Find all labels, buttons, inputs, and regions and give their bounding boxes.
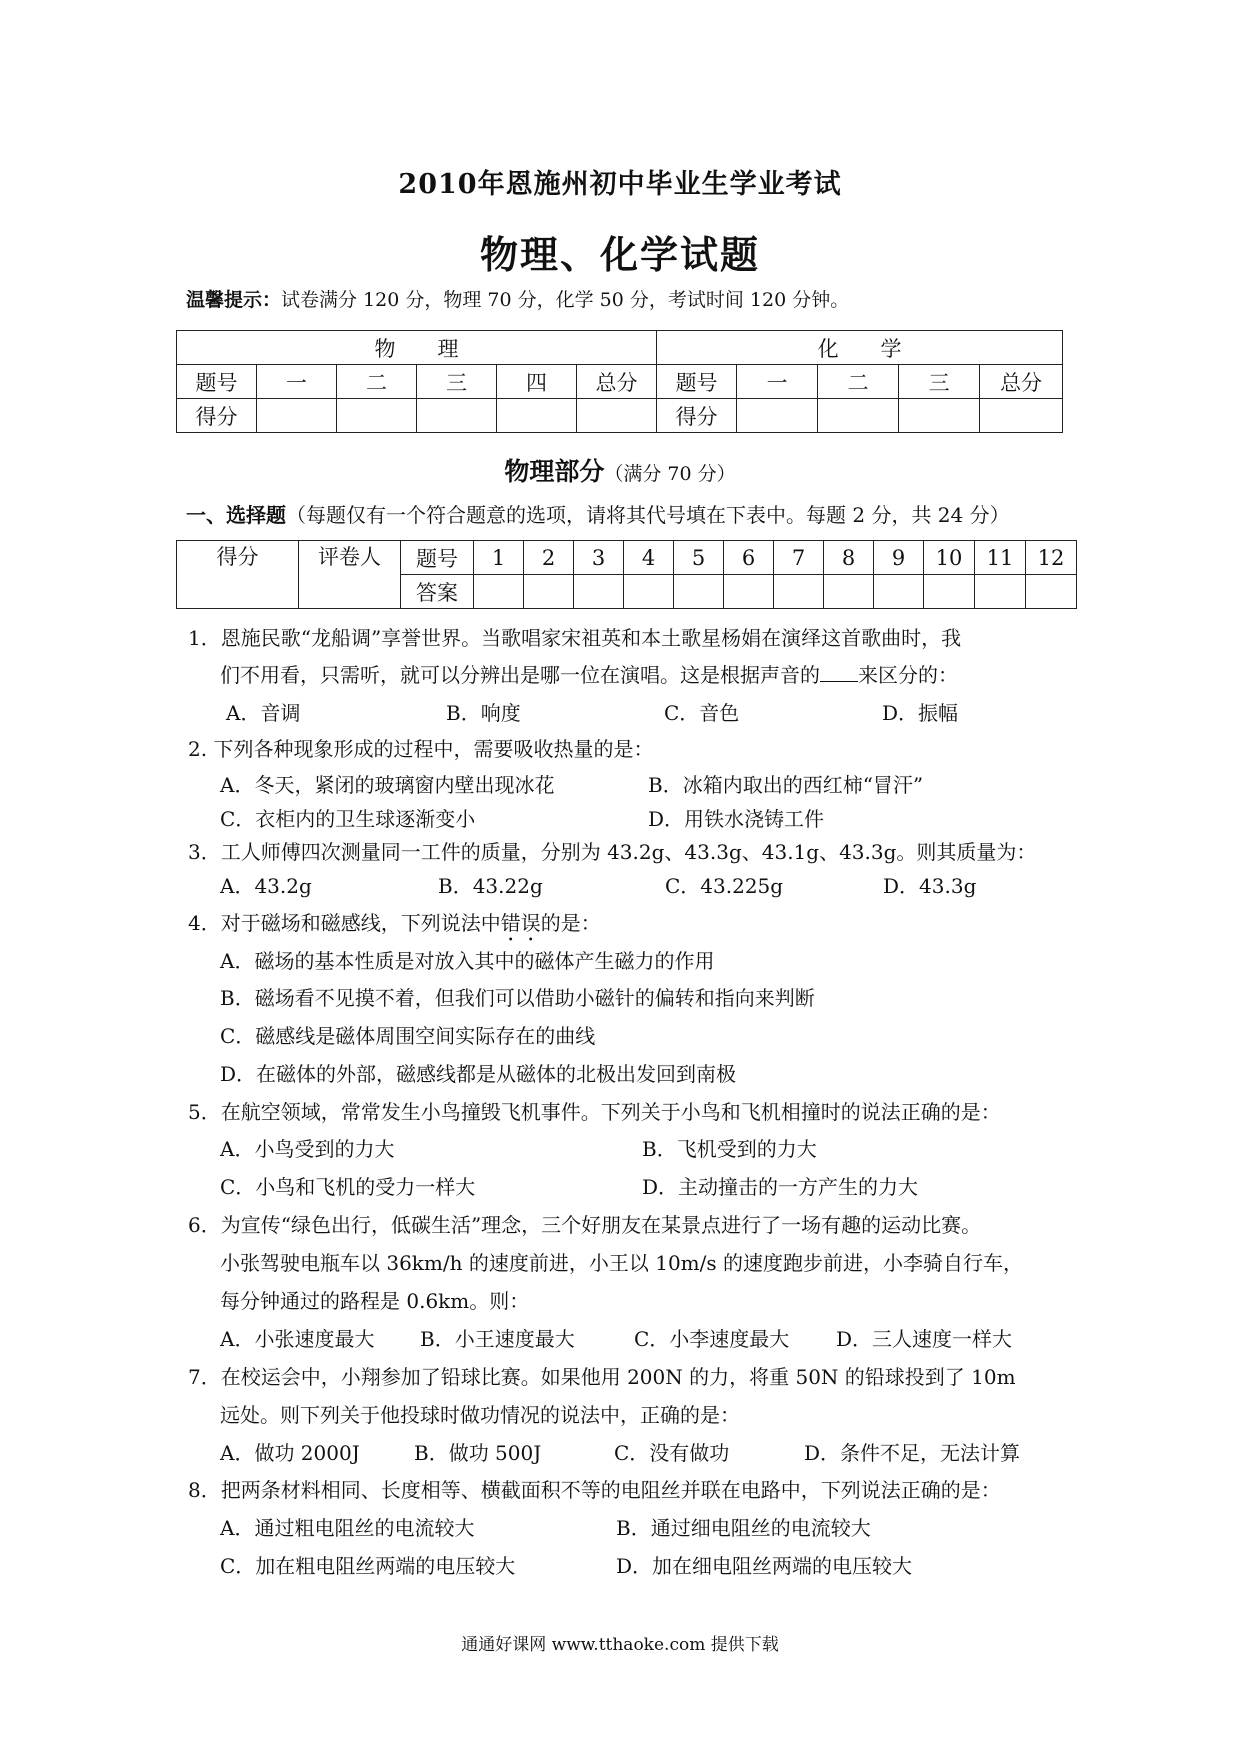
q4-option-c[interactable]: C．磁感线是磁体周围空间实际存在的曲线 — [220, 1024, 596, 1048]
physics-score-label: 得分 — [177, 399, 257, 433]
chemistry-col-total: 总分 — [980, 365, 1063, 399]
q3-stem: 3．工人师傅四次测量同一工件的质量，分别为 43.2g、43.3g、43.1g、43.3g。则其质量为： — [188, 840, 1037, 864]
chemistry-header: 化 学 — [657, 331, 1063, 365]
answer-cell[interactable] — [1026, 575, 1077, 609]
q4-stem-emphasis: 错误 — [500, 911, 541, 935]
q5-option-b[interactable]: B．飞机受到的力大 — [642, 1137, 817, 1161]
physics-section-title — [0, 452, 1240, 488]
q2-option-c[interactable]: C．衣柜内的卫生球逐渐变小 — [220, 807, 476, 831]
chemistry-col-1: 一 — [737, 365, 818, 399]
exam-tip — [186, 285, 849, 312]
answer-number: 6 — [724, 541, 774, 575]
q3-option-a[interactable]: A．43.2g — [220, 874, 312, 898]
mcq-heading-rest: （每题仅有一个符合题意的选项，请将其代号填在下表中。每题 2 分，共 24 分） — [286, 503, 1010, 527]
answer-number: 3 — [574, 541, 624, 575]
mcq-heading — [186, 499, 1010, 528]
q1-option-b[interactable]: B．响度 — [446, 701, 521, 725]
physics-score-cell[interactable] — [577, 399, 657, 433]
answer-number: 7 — [774, 541, 824, 575]
q2-option-d[interactable]: D．用铁水浇铸工件 — [648, 807, 825, 831]
q4-option-a[interactable]: A．磁场的基本性质是对放入其中的磁体产生磁力的作用 — [220, 949, 715, 973]
q8-stem: 8．把两条材料相同、长度相等、横截面积不等的电阻丝并联在电路中，下列说法正确的是： — [188, 1478, 1001, 1502]
q2-stem: 2. 下列各种现象形成的过程中，需要吸收热量的是： — [188, 737, 654, 761]
physics-col-3: 三 — [417, 365, 497, 399]
physics-header: 物 理 — [177, 331, 657, 365]
answer-number: 1 — [474, 541, 524, 575]
tip-text: 试卷满分 120 分，物理 70 分，化学 50 分，考试时间 120 分钟。 — [281, 289, 850, 311]
q2-option-b[interactable]: B．冰箱内取出的西红柿“冒汗” — [648, 773, 924, 797]
answer-cell[interactable] — [774, 575, 824, 609]
chemistry-number-label: 题号 — [657, 365, 737, 399]
q2-option-a[interactable]: A．冬天，紧闭的玻璃窗内壁出现冰花 — [220, 773, 555, 797]
q3-option-b[interactable]: B．43.22g — [438, 874, 543, 898]
q4-stem — [188, 907, 601, 946]
answer-score-label: 得分 — [177, 541, 299, 609]
answer-number: 12 — [1026, 541, 1077, 575]
answer-cell[interactable] — [574, 575, 624, 609]
q4-stem-b: 的是： — [540, 911, 601, 935]
answer-cell[interactable] — [824, 575, 874, 609]
q5-option-c[interactable]: C．小鸟和飞机的受力一样大 — [220, 1175, 476, 1199]
chemistry-score-cell[interactable] — [899, 399, 980, 433]
q6-stem-line3: 每分钟通过的路程是 0.6km。则： — [220, 1289, 530, 1313]
q1-option-a[interactable]: A．音调 — [226, 701, 301, 725]
q7-option-b[interactable]: B．做功 500J — [414, 1441, 542, 1465]
score-table — [176, 330, 1063, 433]
q4-option-d[interactable]: D．在磁体的外部，磁感线都是从磁体的北极出发回到南极 — [220, 1062, 737, 1086]
answer-table — [176, 540, 1077, 609]
physics-section-label: 物理部分 — [504, 457, 605, 486]
chemistry-score-cell[interactable] — [980, 399, 1063, 433]
physics-score-cell[interactable] — [257, 399, 337, 433]
answer-cell[interactable] — [474, 575, 524, 609]
q6-stem-line1: 6．为宣传“绿色出行，低碳生活”理念，三个好朋友在某景点进行了一场有趣的运动比赛。 — [188, 1213, 982, 1237]
answer-number: 5 — [674, 541, 724, 575]
q8-option-a[interactable]: A．通过粗电阻丝的电流较大 — [220, 1516, 475, 1540]
tip-label: 温馨提示： — [186, 289, 282, 311]
chemistry-col-2: 二 — [818, 365, 899, 399]
q5-stem: 5．在航空领域，常常发生小鸟撞毁飞机事件。下列关于小鸟和飞机相撞时的说法正确的是： — [188, 1100, 1001, 1124]
answer-number: 10 — [924, 541, 975, 575]
physics-col-4: 四 — [497, 365, 577, 399]
q7-option-c[interactable]: C．没有做功 — [614, 1441, 730, 1465]
physics-number-label: 题号 — [177, 365, 257, 399]
physics-score-cell[interactable] — [337, 399, 417, 433]
q1-option-d[interactable]: D．振幅 — [882, 701, 959, 725]
q5-option-a[interactable]: A．小鸟受到的力大 — [220, 1137, 395, 1161]
exam-title: 2010年恩施州初中毕业生学业考试 — [398, 169, 842, 200]
answer-number-label: 题号 — [401, 541, 474, 575]
q7-option-a[interactable]: A．做功 2000J — [220, 1441, 360, 1465]
answer-cell[interactable] — [874, 575, 924, 609]
q8-option-c[interactable]: C．加在粗电阻丝两端的电压较大 — [220, 1554, 516, 1578]
answer-number: 9 — [874, 541, 924, 575]
exam-subtitle: 物理、化学试题 — [479, 232, 760, 277]
q1-option-c[interactable]: C．音色 — [664, 701, 740, 725]
physics-col-1: 一 — [257, 365, 337, 399]
q4-option-b[interactable]: B．磁场看不见摸不着，但我们可以借助小磁针的偏转和指向来判断 — [220, 986, 815, 1010]
q6-option-a[interactable]: A．小张速度最大 — [220, 1327, 375, 1351]
q8-option-b[interactable]: B．通过细电阻丝的电流较大 — [616, 1516, 871, 1540]
physics-col-2: 二 — [337, 365, 417, 399]
q1-stem-line2 — [220, 659, 958, 688]
chemistry-score-label: 得分 — [657, 399, 737, 433]
chemistry-score-cell[interactable] — [737, 399, 818, 433]
q1-stem-line2-b: 来区分的： — [858, 663, 958, 687]
q3-option-c[interactable]: C．43.225g — [665, 874, 784, 898]
q5-option-d[interactable]: D．主动撞击的一方产生的力大 — [642, 1175, 919, 1199]
q6-stem-line2: 小张驾驶电瓶车以 36km/h 的速度前进，小王以 10m/s 的速度跑步前进，小李骑自行车， — [220, 1251, 1023, 1275]
q1-answer-blank[interactable] — [820, 663, 858, 682]
q4-stem-a: 4．对于磁场和磁感线，下列说法中 — [188, 911, 501, 935]
q6-option-d[interactable]: D．三人速度一样大 — [836, 1327, 1013, 1351]
answer-cell[interactable] — [624, 575, 674, 609]
physics-score-cell[interactable] — [417, 399, 497, 433]
q6-option-b[interactable]: B．小王速度最大 — [420, 1327, 575, 1351]
q1-stem-line1: 1．恩施民歌“龙船调”享誉世界。当歌唱家宋祖英和本土歌星杨娟在演绎这首歌曲时，我 — [188, 626, 962, 650]
q6-option-c[interactable]: C．小李速度最大 — [634, 1327, 790, 1351]
answer-cell[interactable] — [924, 575, 975, 609]
answer-cell[interactable] — [724, 575, 774, 609]
answer-cell[interactable] — [975, 575, 1026, 609]
physics-col-total: 总分 — [577, 365, 657, 399]
q7-option-d[interactable]: D．条件不足，无法计算 — [804, 1441, 1021, 1465]
answer-row-label: 答案 — [401, 575, 474, 609]
physics-section-subtitle: （满分 70 分） — [604, 463, 736, 485]
chemistry-score-cell[interactable] — [818, 399, 899, 433]
answer-number: 4 — [624, 541, 674, 575]
mcq-heading-bold: 一、选择题 — [186, 503, 286, 527]
answer-cell[interactable] — [674, 575, 724, 609]
answer-grader-label: 评卷人 — [299, 541, 401, 609]
q8-option-d[interactable]: D．加在细电阻丝两端的电压较大 — [616, 1554, 913, 1578]
answer-number: 8 — [824, 541, 874, 575]
answer-number: 11 — [975, 541, 1026, 575]
footer-credit: 通通好课网 www.tthaoke.com 提供下载 — [461, 1635, 779, 1655]
answer-cell[interactable] — [524, 575, 574, 609]
q7-stem-line2: 远处。则下列关于他投球时做功情况的说法中，正确的是： — [220, 1403, 740, 1427]
answer-number: 2 — [524, 541, 574, 575]
q7-stem-line1: 7．在校运会中，小翔参加了铅球比赛。如果他用 200N 的力，将重 50N 的铅球投到了 10m — [188, 1365, 1016, 1389]
chemistry-col-3: 三 — [899, 365, 980, 399]
q3-option-d[interactable]: D．43.3g — [883, 874, 977, 898]
q1-stem-line2-a: 们不用看，只需听，就可以分辨出是哪一位在演唱。这是根据声音的 — [220, 663, 820, 687]
physics-score-cell[interactable] — [497, 399, 577, 433]
